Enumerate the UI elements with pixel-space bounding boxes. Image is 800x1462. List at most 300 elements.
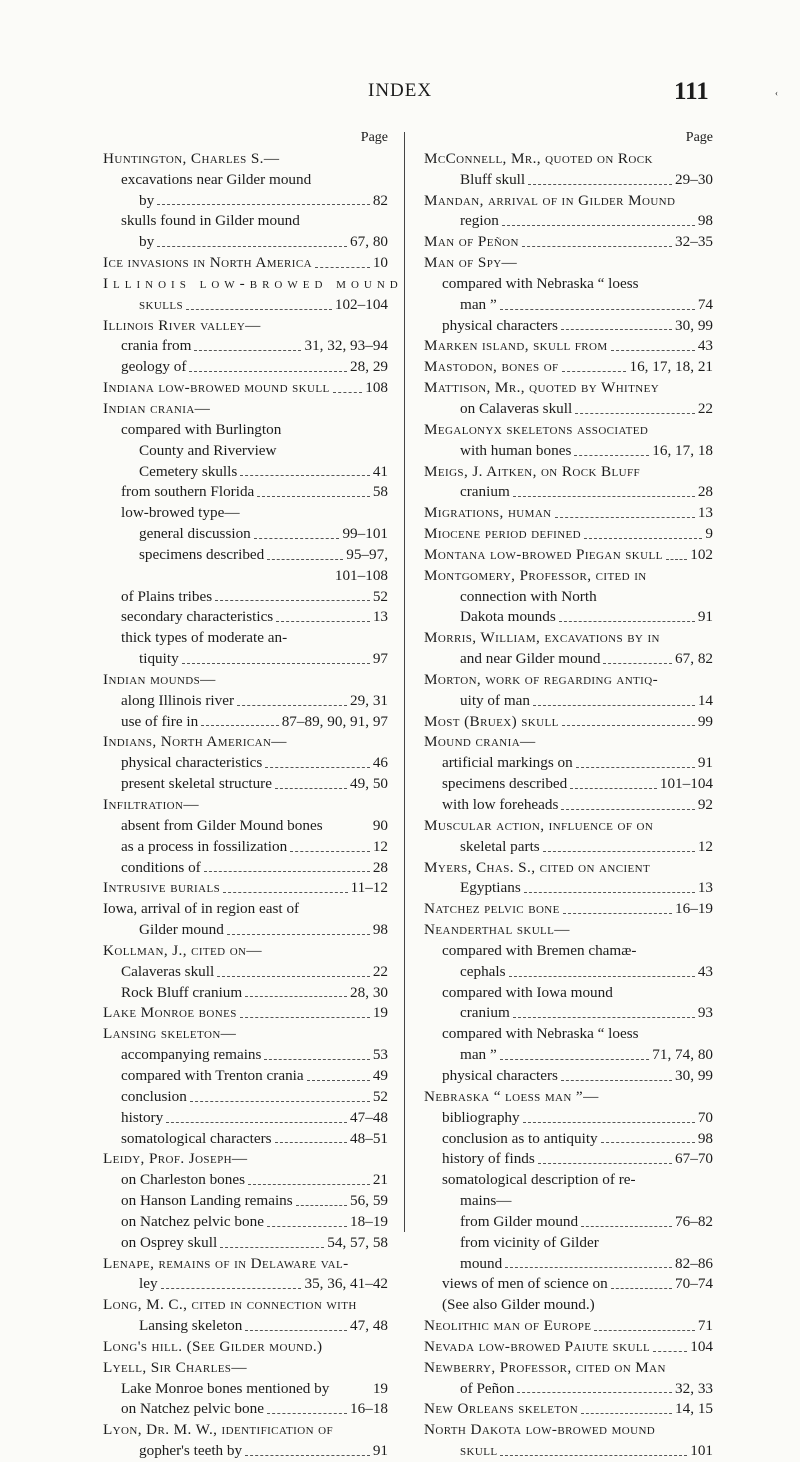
- page-reference: 102: [690, 545, 713, 563]
- dot-leader: [561, 316, 672, 331]
- dot-leader: [248, 1170, 370, 1185]
- entry-text: specimens described: [139, 545, 265, 563]
- dot-leader: [561, 795, 694, 810]
- entry-text: absent from Gilder Mound bones: [121, 816, 323, 834]
- index-subentry: [424, 691, 713, 712]
- index-entry: [424, 462, 713, 483]
- page-reference: 22: [697, 399, 713, 417]
- index-subentry: [424, 983, 713, 1004]
- dot-leader: [559, 607, 695, 622]
- dot-leader: [543, 837, 695, 852]
- entry-text: views of men of science on: [442, 1275, 608, 1293]
- index-entry: [424, 816, 713, 837]
- entry-text: cephals: [460, 962, 506, 980]
- page-reference: 19: [372, 1004, 388, 1022]
- page-reference: 32, 33: [675, 1379, 713, 1397]
- dot-leader: [240, 462, 370, 477]
- dot-leader: [166, 1108, 347, 1123]
- entry-text: Indiana low-browed mound skull: [103, 379, 330, 397]
- page-reference: 18–19: [350, 1212, 388, 1230]
- index-entry: [424, 1316, 713, 1337]
- index-subentry: [103, 649, 388, 670]
- entry-text: compared with Trenton crania: [121, 1066, 304, 1084]
- entry-text: physical characters: [442, 316, 558, 334]
- index-entry: [424, 336, 713, 357]
- index-entry: [103, 878, 388, 899]
- dot-leader: [513, 482, 695, 497]
- page-reference: 43: [697, 337, 713, 355]
- entry-text: of Peñon: [460, 1379, 515, 1397]
- index-subentry: [424, 211, 713, 232]
- entry-text: gopher's teeth by: [139, 1442, 243, 1460]
- entry-text: Newberry, Professor, cited on Man: [424, 1358, 666, 1376]
- entry-text: Morris, William, excavations by in: [424, 629, 660, 647]
- dot-leader: [296, 1191, 347, 1206]
- entry-text: Mandan, arrival of in Gilder Mound: [424, 191, 676, 209]
- dot-leader: [215, 587, 370, 602]
- entry-text: region: [460, 212, 499, 230]
- page-reference: 28, 30: [350, 983, 388, 1001]
- page-reference: 71: [697, 1317, 713, 1335]
- index-subentry: [103, 1087, 388, 1108]
- page-reference: 46: [372, 754, 388, 772]
- index-subentry: [424, 1129, 713, 1150]
- entry-text: Lyon, Dr. M. W., identification of: [103, 1421, 333, 1439]
- entry-text: accompanying remains: [121, 1046, 262, 1064]
- entry-text: compared with Iowa mound: [442, 983, 613, 1001]
- page-number: 111: [674, 78, 709, 105]
- entry-text: on Natchez pelvic bone: [121, 1400, 264, 1418]
- index-subentry: [103, 462, 388, 483]
- entry-text: Muscular action, influence of on: [424, 816, 654, 834]
- page-reference: 16, 17, 18: [652, 441, 713, 459]
- page-reference: 10: [372, 254, 388, 272]
- page-reference: 102–104: [334, 295, 388, 313]
- index-entry: [103, 253, 388, 274]
- index-entry: [103, 670, 388, 691]
- entry-text: by: [139, 233, 155, 251]
- page-reference: 32–35: [675, 233, 713, 251]
- entry-text: from vicinity of Gilder: [460, 1233, 599, 1251]
- dot-leader: [522, 232, 672, 247]
- entry-text: on Charleston bones: [121, 1171, 246, 1189]
- index-subentry: [103, 295, 388, 316]
- entry-text: use of fire in: [121, 712, 199, 730]
- dot-leader: [333, 378, 363, 393]
- entry-text: conclusion as to antiquity: [442, 1129, 598, 1147]
- index-entry: [103, 1149, 388, 1170]
- entry-text: conclusion: [121, 1087, 187, 1105]
- entry-text: Dakota mounds: [460, 608, 556, 626]
- page-reference: 13: [697, 879, 713, 897]
- entry-text: Mastodon, bones of: [424, 358, 559, 376]
- index-entry: [424, 628, 713, 649]
- dot-leader: [576, 753, 695, 768]
- index-subentry: [424, 1295, 713, 1316]
- index-subentry: [103, 1066, 388, 1087]
- dot-leader: [217, 962, 370, 977]
- entry-text: Indian crania—: [103, 399, 211, 417]
- dot-leader: [524, 878, 695, 893]
- dot-leader: [513, 1003, 695, 1018]
- margin-mark: ‹: [775, 88, 778, 98]
- page-reference: 95–97,: [346, 545, 388, 563]
- entry-text: skull: [460, 1442, 498, 1460]
- entry-text: skulls: [139, 295, 183, 313]
- index-subentry: [424, 1212, 713, 1233]
- entry-text: man ”: [460, 295, 497, 313]
- index-entry: [103, 399, 388, 420]
- index-subentry: [103, 1045, 388, 1066]
- running-title: INDEX: [368, 80, 433, 101]
- entry-text: present skeletal structure: [121, 775, 272, 793]
- dot-leader: [653, 1337, 687, 1352]
- page-reference: 28, 29: [350, 358, 388, 376]
- page-reference: 52: [372, 1087, 388, 1105]
- index-entry: [424, 357, 713, 378]
- page-reference: 93: [697, 1004, 713, 1022]
- entry-text: artificial markings on: [442, 754, 573, 772]
- dot-leader: [594, 1316, 694, 1331]
- index-subentry: [424, 399, 713, 420]
- page-reference: 98: [372, 921, 388, 939]
- entry-text: compared with Nebraska “ loess: [442, 274, 639, 292]
- entry-text: Lansing skeleton: [139, 1317, 243, 1335]
- index-subentry: [424, 1441, 713, 1462]
- index-subentry: [103, 545, 388, 566]
- index-entry: [424, 1337, 713, 1358]
- index-subentry: [424, 316, 713, 337]
- dot-leader: [555, 503, 695, 518]
- entry-text: Lake Monroe bones mentioned by: [121, 1379, 330, 1397]
- dot-leader: [240, 1003, 370, 1018]
- dot-leader: [584, 524, 702, 539]
- dot-leader: [267, 545, 343, 560]
- entry-text: Lenape, remains of in Delaware val-: [103, 1254, 349, 1272]
- entry-spacer: [329, 1379, 372, 1400]
- page-reference: 43: [697, 962, 713, 980]
- index-subentry: [103, 1170, 388, 1191]
- index-subentry: [103, 712, 388, 733]
- dot-leader: [307, 1066, 370, 1081]
- dot-leader: [275, 774, 347, 789]
- index-entry: [103, 378, 388, 399]
- entry-text: Migrations, human: [424, 504, 552, 522]
- page-reference: 91: [697, 754, 713, 772]
- dot-leader: [227, 920, 370, 935]
- page-reference: 101–108: [334, 566, 388, 584]
- index-entry: [424, 232, 713, 253]
- page-reference: 29–30: [675, 170, 713, 188]
- entry-text: of Plains tribes: [121, 587, 213, 605]
- entry-spacer: [139, 566, 335, 587]
- dot-leader: [523, 1108, 695, 1123]
- page-reference: 67, 82: [675, 650, 713, 668]
- index-entry: [103, 1024, 388, 1045]
- entry-text: from Gilder mound: [460, 1212, 579, 1230]
- page-reference: 47–48: [350, 1108, 388, 1126]
- index-subentry: [103, 170, 388, 191]
- entry-text: cranium: [460, 1004, 510, 1022]
- dot-leader: [194, 336, 301, 351]
- entry-text: physical characteristics: [121, 754, 263, 772]
- entry-text: Mattison, Mr., quoted by Whitney: [424, 379, 660, 397]
- entry-text: tiquity: [139, 650, 179, 668]
- entry-text: Huntington, Charles S.—: [103, 149, 280, 167]
- index-subentry: [103, 1108, 388, 1129]
- index-entry: [103, 274, 403, 295]
- dot-leader: [157, 191, 370, 206]
- index-subentry: [103, 920, 388, 941]
- entry-text: geology of: [121, 358, 187, 376]
- dot-leader: [315, 253, 370, 268]
- index-subentry: [424, 1233, 713, 1254]
- index-entry: [424, 899, 713, 920]
- entry-text: conditions of: [121, 858, 201, 876]
- index-subentry: [424, 878, 713, 899]
- index-entry: [424, 670, 713, 691]
- page-reference: 104: [690, 1337, 713, 1355]
- index-subentry: [424, 962, 713, 983]
- index-subentry: [424, 774, 713, 795]
- entry-text: Indian mounds—: [103, 670, 216, 688]
- index-subentry: [103, 482, 388, 503]
- index-column-left: [103, 128, 403, 1462]
- entry-text: Lake Monroe bones: [103, 1004, 237, 1022]
- index-entry: [103, 795, 388, 816]
- entry-text: skeletal parts: [460, 837, 540, 855]
- entry-text: (See also Gilder mound.): [442, 1296, 595, 1314]
- entry-text: Illinois River valley—: [103, 316, 261, 334]
- dot-leader: [538, 1149, 672, 1164]
- page-column-label: Page: [685, 130, 713, 145]
- index-entry: [424, 920, 713, 941]
- index-entry: [103, 316, 388, 337]
- entry-text: Long, M. C., cited in connection with: [103, 1296, 357, 1314]
- index-subentry: [103, 1316, 388, 1337]
- entry-text: Montgomery, Professor, cited in: [424, 566, 647, 584]
- dot-leader: [603, 649, 672, 664]
- entry-text: compared with Burlington: [121, 420, 282, 438]
- index-subentry: [103, 1379, 388, 1400]
- index-subentry: [103, 566, 388, 587]
- entry-text: Cemetery skulls: [139, 462, 238, 480]
- page-reference: 98: [697, 212, 713, 230]
- index-column-right: [424, 128, 713, 1462]
- dot-leader: [500, 1045, 650, 1060]
- page-reference: 52: [372, 587, 388, 605]
- entry-text: Natchez pelvic bone: [424, 900, 560, 918]
- entry-text: Montana low-browed Piegan skull: [424, 545, 663, 563]
- entry-text: excavations near Gilder mound: [121, 170, 312, 188]
- dot-leader: [500, 295, 695, 310]
- index-subentry: [103, 1399, 388, 1420]
- entry-text: Myers, Chas. S., cited on ancient: [424, 858, 651, 876]
- entry-text: Megalonyx skeletons associated: [424, 420, 649, 438]
- dot-leader: [237, 691, 347, 706]
- index-subentry: [103, 816, 388, 837]
- index-entry: [424, 712, 713, 733]
- index-subentry: [103, 1274, 388, 1295]
- page-reference: 28: [697, 483, 713, 501]
- index-entry: [424, 420, 713, 441]
- index-entry: [103, 732, 388, 753]
- entry-text: secondary characteristics: [121, 608, 274, 626]
- dot-leader: [517, 1379, 672, 1394]
- page-reference: 91: [372, 1442, 388, 1460]
- entry-text: low-browed type—: [121, 504, 240, 522]
- index-entry: [424, 545, 713, 566]
- entry-text: Nebraska “ loess man ”—: [424, 1087, 599, 1105]
- column-divider: [404, 132, 405, 1232]
- entry-text: along Illinois river: [121, 691, 235, 709]
- page-header: [0, 78, 800, 108]
- dot-leader: [563, 899, 672, 914]
- index-subentry: [424, 1045, 713, 1066]
- index-entry: [424, 524, 713, 545]
- index-subentry: [103, 983, 388, 1004]
- index-entry: [424, 1420, 713, 1441]
- entry-text: compared with Nebraska “ loess: [442, 1025, 639, 1043]
- dot-leader: [562, 712, 695, 727]
- dot-leader: [276, 607, 370, 622]
- index-entry: [103, 1254, 388, 1275]
- dot-leader: [245, 983, 347, 998]
- index-subentry: [103, 691, 388, 712]
- page-reference: 19: [372, 1379, 388, 1397]
- index-entry: [103, 149, 388, 170]
- entry-text: Kollman, J., cited on—: [103, 941, 262, 959]
- page-reference: 16, 17, 18, 21: [629, 358, 713, 376]
- entry-text: Most (Bruex) skull: [424, 712, 559, 730]
- entry-text: mains—: [460, 1192, 512, 1210]
- index-subentry: [424, 170, 713, 191]
- index-subentry: [103, 1233, 388, 1254]
- entry-text: Meigs, J. Aitken, on Rock Bluff: [424, 462, 641, 480]
- index-subentry: [103, 211, 388, 232]
- dot-leader: [290, 837, 370, 852]
- index-entry: [424, 1087, 713, 1108]
- page-reference: 70–74: [675, 1275, 713, 1293]
- entry-text: Egyptians: [460, 879, 521, 897]
- index-entry: [103, 1420, 388, 1441]
- dot-leader: [505, 1254, 672, 1269]
- dot-leader: [581, 1212, 672, 1227]
- entry-text: Lyell, Sir Charles—: [103, 1358, 247, 1376]
- dot-leader: [611, 336, 695, 351]
- index-entry: [424, 732, 713, 753]
- index-subentry: [103, 607, 388, 628]
- index-subentry: [424, 295, 713, 316]
- entry-text: North Dakota low-browed mound: [424, 1421, 656, 1439]
- dot-leader: [157, 232, 347, 247]
- page-reference: 41: [372, 462, 388, 480]
- page-reference: 30, 99: [675, 316, 713, 334]
- entry-text: specimens described: [442, 775, 568, 793]
- dot-leader: [601, 1129, 695, 1144]
- entry-text: from southern Florida: [121, 483, 255, 501]
- entry-text: Man of Peñon: [424, 233, 519, 251]
- page-reference: 67, 80: [350, 233, 388, 251]
- page-reference: 35, 36, 41–42: [304, 1275, 388, 1293]
- index-subentry: [103, 441, 388, 462]
- page-reference: 101: [690, 1442, 713, 1460]
- index-entry: [424, 378, 713, 399]
- entry-text: cranium: [460, 483, 510, 501]
- entry-text: Mound crania—: [424, 733, 536, 751]
- index-subentry: [103, 420, 388, 441]
- dot-leader: [509, 962, 695, 977]
- page-reference: 90: [372, 816, 388, 834]
- entry-text: crania from: [121, 337, 192, 355]
- page-reference: 49, 50: [350, 775, 388, 793]
- index-subentry: [424, 1024, 713, 1045]
- index-entry: [424, 149, 713, 170]
- dot-leader: [575, 399, 695, 414]
- entry-text: on Hanson Landing remains: [121, 1192, 293, 1210]
- entry-text: history of finds: [442, 1150, 535, 1168]
- index-subentry: [103, 962, 388, 983]
- entry-text: Illinois low-browed mound: [103, 274, 403, 292]
- page-reference: 101–104: [659, 775, 713, 793]
- entry-text: on Osprey skull: [121, 1233, 218, 1251]
- page-reference: 53: [372, 1046, 388, 1064]
- page-reference: 58: [372, 483, 388, 501]
- page-reference: 74: [697, 295, 713, 313]
- page-reference: 13: [697, 504, 713, 522]
- page-reference: 82: [372, 191, 388, 209]
- entry-text: County and Riverview: [139, 441, 277, 459]
- index-subentry: [103, 232, 388, 253]
- entry-text: Iowa, arrival of in region east of: [103, 900, 300, 918]
- page-reference: 14, 15: [675, 1400, 713, 1418]
- dot-leader: [201, 712, 279, 727]
- page-reference: 9: [705, 525, 713, 543]
- index-subentry: [103, 837, 388, 858]
- page-reference: 48–51: [350, 1129, 388, 1147]
- entry-text: Morton, work of regarding antiq-: [424, 670, 659, 688]
- dot-leader: [189, 357, 347, 372]
- page-reference: 12: [372, 837, 388, 855]
- entry-text: Calaveras skull: [121, 962, 215, 980]
- dot-leader: [561, 1066, 672, 1081]
- entry-text: Gilder mound: [139, 921, 224, 939]
- index-subentry: [424, 941, 713, 962]
- page-reference: 28: [372, 858, 388, 876]
- page-reference: 31, 32, 93–94: [304, 337, 388, 355]
- index-subentry: [103, 1441, 388, 1462]
- dot-leader: [245, 1441, 370, 1456]
- index-subentry: [424, 1066, 713, 1087]
- dot-leader: [186, 295, 332, 310]
- dot-leader: [254, 524, 340, 539]
- index-subentry: [103, 357, 388, 378]
- index-subentry: [424, 441, 713, 462]
- page-reference: 71, 74, 80: [652, 1046, 713, 1064]
- entry-text: on Calaveras skull: [460, 399, 573, 417]
- entry-text: Long's hill. (See Gilder mound.): [103, 1337, 323, 1355]
- entry-text: ley: [139, 1275, 158, 1293]
- index-subentry: [424, 1003, 713, 1024]
- entry-text: Intrusive burials: [103, 879, 221, 897]
- entry-text: with low foreheads: [442, 796, 559, 813]
- entry-text: with human bones: [460, 441, 572, 459]
- entry-text: bibliography: [442, 1108, 520, 1126]
- page-reference: 16–19: [675, 900, 713, 918]
- dot-leader: [264, 1045, 369, 1060]
- dot-leader: [267, 1399, 347, 1414]
- entry-text: general discussion: [139, 525, 251, 543]
